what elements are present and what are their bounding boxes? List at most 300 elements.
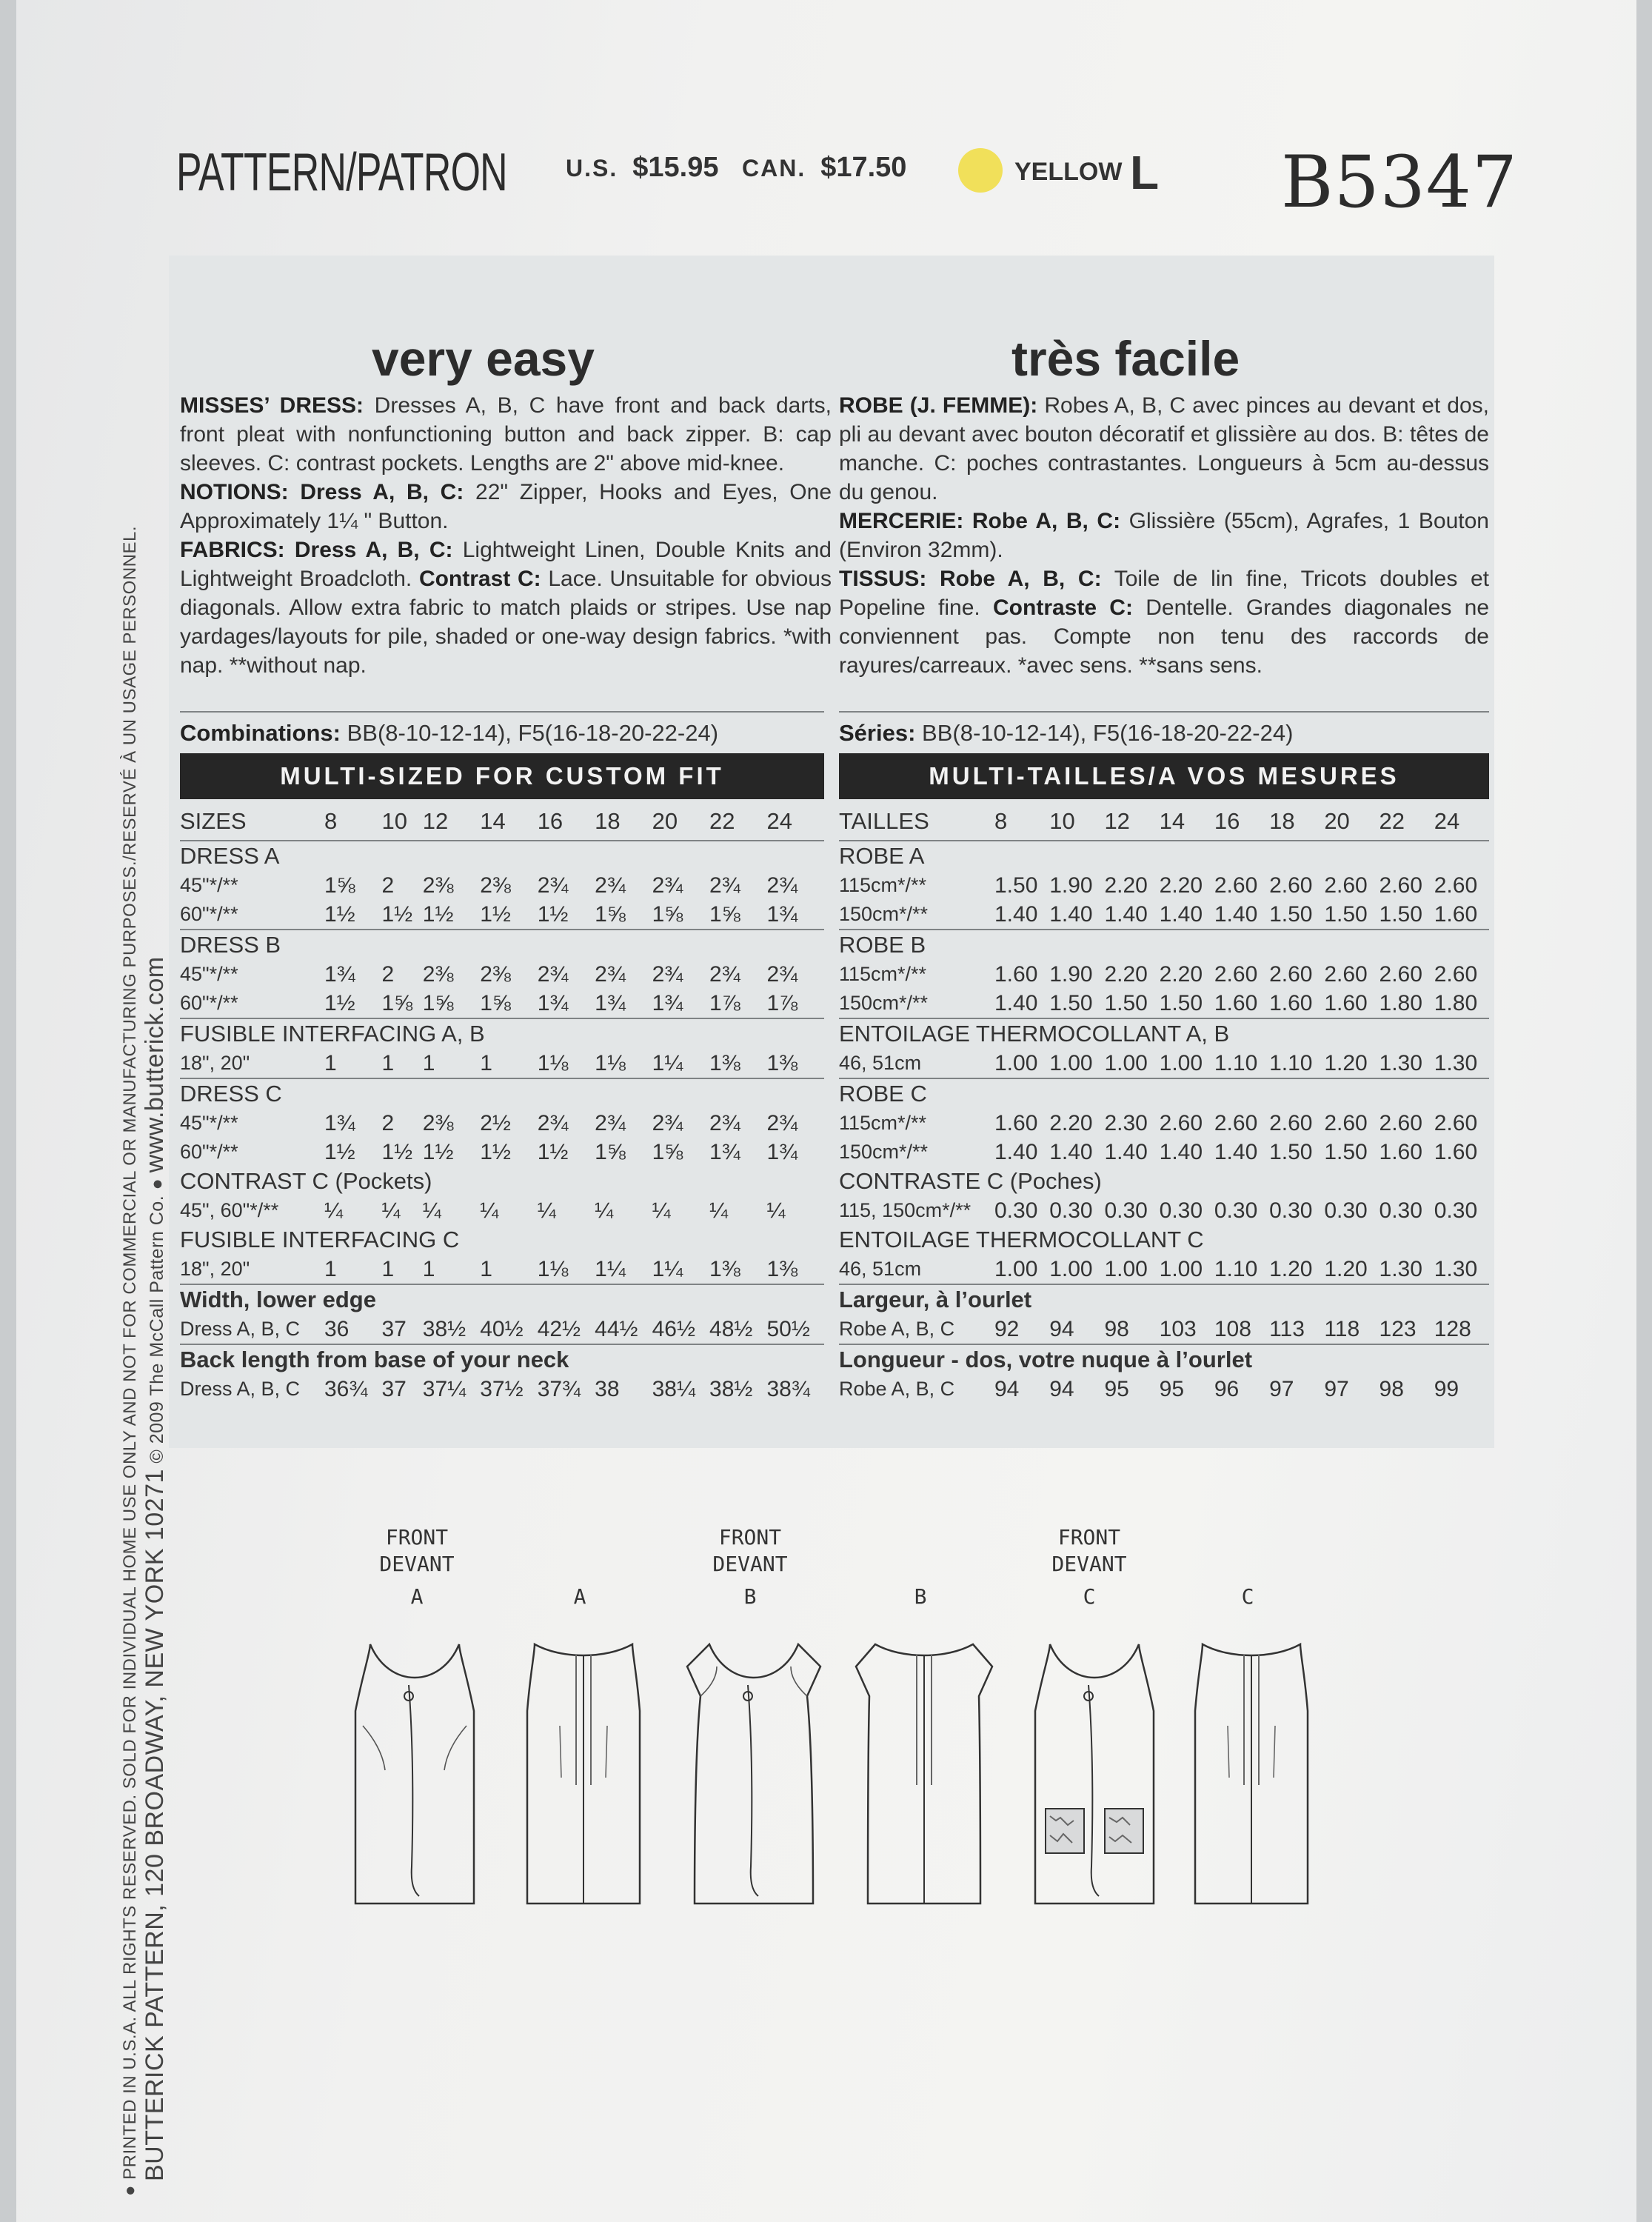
size-value: 2.30 [1104,1110,1148,1135]
size-value: 1.50 [1049,989,1104,1018]
illustration-label-c-back [1214,1584,1281,1610]
description-en [180,391,832,680]
row-label: 150cm*/** [839,1141,929,1163]
size-value: 2.60 [1269,1110,1313,1135]
size-value: 1⅞ [767,989,825,1018]
size-value: 0.30 [1379,1198,1422,1223]
size-value: 1⅛ [595,1049,652,1078]
dress-a-heading [180,841,824,871]
size-value: 2¾ [766,961,798,987]
size-value: 2.60 [1379,961,1422,987]
size-value: 95 [1104,1376,1129,1401]
size-value: 2¾ [537,873,569,898]
size-value: 1⅝ [595,1139,626,1164]
dress-c-45-row [180,1109,824,1138]
rights-notice: PRINTED IN U.S.A. ALL RIGHTS RESERVED. SOLD FOR INDIVIDUAL HOME USE ONLY AND NOT FOR COMMERCIAL OR MANUFACTURING PURPOSES./RESERVÉ À UN USAGE PERSONNEL. [120,525,140,2180]
size-value: 1¼ [652,1049,709,1078]
size-value: 1 [423,1049,480,1078]
size-value: 2.20 [1104,961,1148,987]
size-value: 1.00 [1104,1049,1159,1078]
contraste-c-row [839,1196,1489,1225]
fusible-c-row [180,1255,824,1284]
size-value: 1.40 [1160,900,1214,930]
size-value: 2⅜ [480,961,511,987]
notions-text: 22" Zipper, Hooks and Eyes, One Approximately 1¼ " Button. [180,480,832,533]
group-heading: DRESS C [180,1081,282,1107]
size-value: 44½ [595,1315,652,1344]
size-value: 1.80 [1380,989,1434,1018]
dress-c-heading [180,1078,824,1109]
group-heading: DRESS B [180,932,281,958]
size-value: 2.20 [1104,873,1148,898]
size-value: 1.00 [1160,1255,1214,1284]
contrast-label: Contraste C: [993,595,1133,620]
color-label: YELLOW [1014,158,1123,186]
size-value: 1½ [324,1139,355,1164]
size-value: 42½ [538,1315,595,1344]
size-value: 2¾ [709,1110,740,1135]
row-label: 45"*/** [180,874,238,896]
size-value: 1⅜ [767,1049,825,1078]
size-value: 118 [1324,1315,1379,1344]
size-value: 2¾ [709,961,740,987]
dress-b-front [687,1644,820,1904]
width-heading [839,1284,1489,1315]
group-heading: Largeur, à l’ourlet [839,1287,1032,1312]
size-value: 1⅝ [381,989,422,1018]
size-value: 1.30 [1434,1049,1489,1078]
group-heading: DRESS A [180,843,280,869]
size-value: 99 [1434,1376,1459,1401]
row-label: 115cm*/** [839,963,927,985]
size-value: 92 [994,1315,1049,1344]
robe-a-115-row [839,871,1489,900]
view-letter: A [573,1584,586,1609]
dress-a-45-row [180,871,824,900]
side-publisher-text [141,330,170,2181]
size-value: 1½ [537,1139,569,1164]
dress-a-60-row [180,900,824,930]
back-length-row [839,1375,1489,1404]
entoilage-ab-heading [839,1018,1489,1049]
size-value: 96 [1214,1376,1240,1401]
size-value: 2¾ [652,873,683,898]
row-label: 18", 20" [180,1255,324,1284]
can-price-value: $17.50 [820,152,907,183]
size-value: 98 [1379,1376,1404,1401]
lace-pocket-left [1046,1809,1084,1853]
size-value: 24 [1434,803,1489,841]
size-value: 94 [1049,1376,1074,1401]
size-value: 1.20 [1324,1049,1379,1078]
group-heading: ENTOILAGE THERMOCOLLANT C [839,1227,1204,1252]
contrast-text: Lace. Unsuitable for obvious diagonals. Allow extra fabric to match plaids or stripes. Use nap yardages/layouts for pile, shaded or one-way design fabrics. *with nap. **without nap. [180,567,832,678]
size-value: 38¾ [766,1376,810,1401]
size-value: 1.90 [1049,961,1093,987]
size-value: 1¼ [595,1255,652,1284]
size-value: 0.30 [1159,1198,1203,1223]
size-value: 1⅜ [709,1049,766,1078]
size-value: 1.60 [994,961,1038,987]
publisher-address: BUTTERICK PATTERN, 120 BROADWAY, NEW YORK 10271 [141,1469,169,2181]
dress-label: ROBE (J. FEMME): [839,393,1038,418]
size-value: 36¾ [324,1376,368,1401]
size-value: 2¾ [595,1110,626,1135]
website: www.butterick.com [141,956,169,1173]
illustration-label-b-front [702,1524,798,1610]
row-label: 46, 51cm [839,1049,994,1078]
dress-a-back [527,1644,640,1904]
fabrics-text: Toile de lin fine, Tricots doubles et Popeline fine. [839,567,1490,620]
bullet-icon: ● [120,2185,140,2196]
size-value: 24 [767,803,825,841]
size-value: 1⅝ [423,989,480,1018]
group-heading: ROBE A [839,843,925,869]
robe-c-150-row [839,1138,1489,1167]
size-value: 1¾ [709,1139,740,1164]
size-value: 1.20 [1324,1255,1379,1284]
size-value: 8 [324,803,381,841]
size-value: 1¾ [324,961,355,987]
row-label: Dress A, B, C [180,1315,324,1344]
fabrics-label: TISSUS: Robe A, B, C: [839,567,1102,591]
size-value: 1.50 [1324,1139,1368,1164]
yardage-table-fr [839,803,1489,1404]
group-heading: ENTOILAGE THERMOCOLLANT A, B [839,1021,1230,1047]
size-value: 1.50 [994,873,1038,898]
size-value: 10 [1049,803,1104,841]
size-value: 2¾ [766,1110,798,1135]
size-value: 2¾ [537,961,569,987]
size-value: 1.40 [1214,1139,1258,1164]
size-value: 2.60 [1159,1110,1203,1135]
fabrics-label: FABRICS: Dress A, B, C: [180,538,453,562]
size-value: 97 [1324,1376,1349,1401]
size-value: 37 [381,1315,422,1344]
size-value: 2.60 [1214,961,1258,987]
group-heading: Back length from base of your neck [180,1347,569,1372]
front-label: FRONT [718,1525,782,1549]
dress-a-front [355,1644,474,1904]
notions-label: NOTIONS: Dress A, B, C: [180,480,464,504]
size-value: 1.40 [1104,1139,1148,1164]
title-en: very easy [372,331,595,386]
devant-label: DEVANT [379,1552,455,1576]
size-value: 1⅝ [595,900,652,930]
size-value: 1¼ [652,1255,709,1284]
size-value: 1⅝ [652,1139,683,1164]
dress-text: Dresses A, B, C have front and back darts, front pleat with nonfunctioning button and back zipper. B: cap sleeves. C: contrast pockets. Lengths are 2" above mid-knee. [180,393,832,476]
size-value: 1¾ [767,900,825,930]
size-value: 1⅜ [767,1255,825,1284]
size-value: 1½ [480,1139,511,1164]
row-label: SIZES [180,803,324,841]
divider [180,711,824,713]
size-value: 37 [381,1376,407,1401]
can-label: CAN. [742,155,806,181]
size-value: ¼ [537,1198,556,1223]
dress-c-back [1195,1644,1308,1904]
size-value: 16 [1214,803,1269,841]
dress-label: MISSES’ DRESS: [180,393,364,418]
size-value: 1⅛ [538,1049,595,1078]
size-value: 1.50 [1160,989,1214,1018]
row-label: 46, 51cm [839,1255,994,1284]
entoilage-ab-row [839,1049,1489,1078]
size-value: 1¾ [324,1110,355,1135]
size-value: 40½ [480,1315,537,1344]
size-value: 1.50 [1269,1139,1313,1164]
size-value: 1 [480,1049,537,1078]
size-value: 38½ [423,1315,480,1344]
copyright: © 2009 The McCall Pattern Co. [147,1195,167,1464]
size-value: 113 [1269,1315,1324,1344]
view-letter: C [1241,1584,1254,1609]
size-value: 2.60 [1214,873,1258,898]
group-heading: CONTRAST C (Pockets) [180,1168,432,1194]
size-value: 2.20 [1159,961,1203,987]
size-value: 1.40 [994,900,1049,930]
size-value: ¼ [422,1198,441,1223]
size-value: 36 [324,1315,381,1344]
size-value: 2¾ [595,961,626,987]
notions-text: Glissière (55cm), Agrafes, 1 Bouton (Environ 32mm). [839,509,1489,562]
size-value: 18 [1269,803,1324,841]
size-value: 1.00 [994,1049,1049,1078]
size-value: ¼ [709,1198,729,1223]
devant-label: DEVANT [712,1552,788,1576]
dress-text: Robes A, B, C avec pinces au devant et dos, pli au devant avec bouton décoratif et glissière au dos. B: têtes de manche. C: poches contrastantes. Longueurs à 5cm au-dessus du genou. [839,393,1490,504]
fusible-ab-heading [180,1018,824,1049]
divider [839,711,1489,713]
fusible-c-heading [180,1225,824,1255]
robe-b-150-row [839,989,1489,1018]
entoilage-c-row [839,1255,1489,1284]
size-value: 46½ [652,1315,709,1344]
size-letter: L [1130,146,1160,199]
row-label: Robe A, B, C [839,1378,955,1400]
size-value: 1.90 [1049,873,1093,898]
size-value: 128 [1434,1315,1489,1344]
row-label: Robe A, B, C [839,1315,994,1344]
size-value: 0.30 [1104,1198,1148,1223]
size-value: 37¼ [422,1376,466,1401]
size-value: 2 [381,1110,395,1135]
size-value: 1.40 [1104,900,1159,930]
size-value: 2¾ [709,873,740,898]
yardage-table-en [180,803,824,1404]
dress-b-heading [180,930,824,960]
size-value: 1.30 [1380,1049,1434,1078]
size-value: 2.60 [1214,1110,1258,1135]
dress-illustrations [326,1518,1348,1941]
size-value: 1.50 [1269,900,1324,930]
dress-c-front [1035,1644,1154,1904]
size-value: 1.50 [1104,989,1159,1018]
view-letter: B [914,1584,927,1609]
description-fr [839,391,1489,680]
size-value: 2¾ [537,1110,569,1135]
size-value: 2.60 [1269,873,1313,898]
front-label: FRONT [385,1525,449,1549]
size-value: 16 [538,803,595,841]
size-value: 1 [480,1255,537,1284]
back-length-row [180,1375,824,1404]
size-value: 10 [381,803,422,841]
size-value: 1½ [381,1139,413,1164]
size-value: 1.30 [1380,1255,1434,1284]
row-label: 60"*/** [180,1141,238,1163]
row-label: Dress A, B, C [180,1378,301,1400]
size-value: 1½ [480,900,537,930]
size-value: 14 [1160,803,1214,841]
group-heading: ROBE C [839,1081,927,1107]
size-value: 2⅜ [422,1110,454,1135]
size-value: 1⅝ [709,900,766,930]
size-value: 38½ [709,1376,753,1401]
size-value: 2.60 [1434,961,1478,987]
view-letter: B [743,1584,757,1609]
row-label: 150cm*/** [839,989,994,1018]
row-label: 18", 20" [180,1049,324,1078]
size-value: 2.60 [1324,961,1368,987]
size-value: 2⅜ [480,873,511,898]
robe-c-115-row [839,1109,1489,1138]
size-value: 2⅜ [422,961,454,987]
bullet-icon: ● [147,1178,167,1190]
row-label: 60"*/** [180,900,324,930]
illustration-label-c-front [1041,1524,1137,1610]
size-value: 20 [652,803,709,841]
size-value: 0.30 [994,1198,1038,1223]
size-value: 95 [1159,1376,1185,1401]
size-value: 20 [1324,803,1379,841]
size-value: 2.60 [1379,1110,1422,1135]
size-value: 1.10 [1269,1049,1324,1078]
row-label: 150cm*/** [839,900,994,930]
us-label: U.S. [566,155,618,181]
pattern-number: B5347 [1281,141,1518,224]
size-value: 1⅜ [709,1255,766,1284]
size-value: 1.60 [1434,1139,1478,1164]
group-heading: CONTRASTE C (Poches) [839,1168,1102,1194]
size-value: 94 [994,1376,1020,1401]
multi-size-bar-fr: MULTI-TAILLES/A VOS MESURES [839,753,1489,799]
size-value: 1⅞ [709,989,766,1018]
size-value: 1.40 [1049,1139,1093,1164]
size-value: 94 [1049,1315,1104,1344]
size-value: 14 [480,803,537,841]
size-value: 1½ [538,900,595,930]
robe-a-heading [839,841,1489,871]
combinations-en [180,720,718,747]
row-label: 115, 150cm*/** [839,1199,972,1221]
size-value: 22 [1380,803,1434,841]
size-value: 22 [709,803,766,841]
size-value: 2¾ [766,873,798,898]
size-value: 48½ [709,1315,766,1344]
color-dot-icon [958,148,1003,193]
row-label: 45"*/** [180,1112,238,1134]
us-price [566,152,718,184]
size-value: 1 [324,1255,381,1284]
size-value: 1.00 [1104,1255,1159,1284]
size-value: 12 [1104,803,1159,841]
size-value: 98 [1104,1315,1159,1344]
size-value: 1¾ [595,989,652,1018]
notions-label: MERCERIE: Robe A, B, C: [839,509,1121,533]
combinations-label: Combinations: [180,720,341,746]
size-value: 1.30 [1434,1255,1489,1284]
size-value: 2¾ [652,1110,683,1135]
size-value: 38 [595,1376,620,1401]
size-value: 1.40 [1214,900,1269,930]
size-value: 1⅝ [480,989,537,1018]
contrast-text: Dentelle. Grandes diagonales ne conviennent pas. Compte non tenu des raccords de rayures/carreaux. *avec sens. **sans sens. [839,595,1490,678]
combinations-fr [839,720,1293,747]
row-label: 45", 60"*/** [180,1199,279,1221]
size-value: 1 [381,1049,422,1078]
size-value: 2 [381,961,395,987]
size-value: 1⅝ [652,900,709,930]
size-value: 2.60 [1434,1110,1478,1135]
size-value: 1.00 [1049,1049,1104,1078]
width-row [839,1315,1489,1344]
combinations-label: Séries: [839,720,916,746]
size-value: ¼ [480,1198,499,1223]
size-value: 1.00 [994,1255,1049,1284]
size-value: 108 [1214,1315,1269,1344]
size-value: 2.60 [1324,873,1368,898]
size-value: 1 [324,1049,381,1078]
size-value: 0.30 [1049,1198,1093,1223]
back-length-heading [180,1344,824,1375]
row-label: TAILLES [839,803,994,841]
size-value: 1.60 [994,1110,1038,1135]
illustration-label-a-front [369,1524,465,1610]
size-value: 1.10 [1214,1255,1269,1284]
front-label: FRONT [1057,1525,1121,1549]
can-price [742,152,906,184]
contrast-label: Contrast C: [418,567,541,591]
size-value: 50½ [767,1315,825,1344]
size-value: 2 [381,873,395,898]
fusible-ab-row [180,1049,824,1078]
robe-b-heading [839,930,1489,960]
illustration-label-b-back [887,1584,954,1610]
dress-b-45-row [180,960,824,989]
size-value: 1.50 [1324,900,1379,930]
contraste-c-heading [839,1167,1489,1196]
robe-c-heading [839,1078,1489,1109]
contrast-c-row [180,1196,824,1225]
side-notice-text [120,344,141,2196]
dress-b-60-row [180,989,824,1018]
group-heading: ROBE B [839,932,926,958]
size-value: 1.40 [1049,900,1104,930]
row-label: 115cm*/** [839,1112,927,1134]
group-heading: Width, lower edge [180,1287,376,1312]
size-value: 18 [595,803,652,841]
size-value: 1¾ [652,989,709,1018]
size-value: 37½ [480,1376,524,1401]
size-value: 2.20 [1049,1110,1093,1135]
size-value: 2¾ [652,961,683,987]
width-row [180,1315,824,1344]
sizes-row [839,803,1489,841]
size-value: 1.50 [1380,900,1434,930]
size-value: 2½ [480,1110,511,1135]
